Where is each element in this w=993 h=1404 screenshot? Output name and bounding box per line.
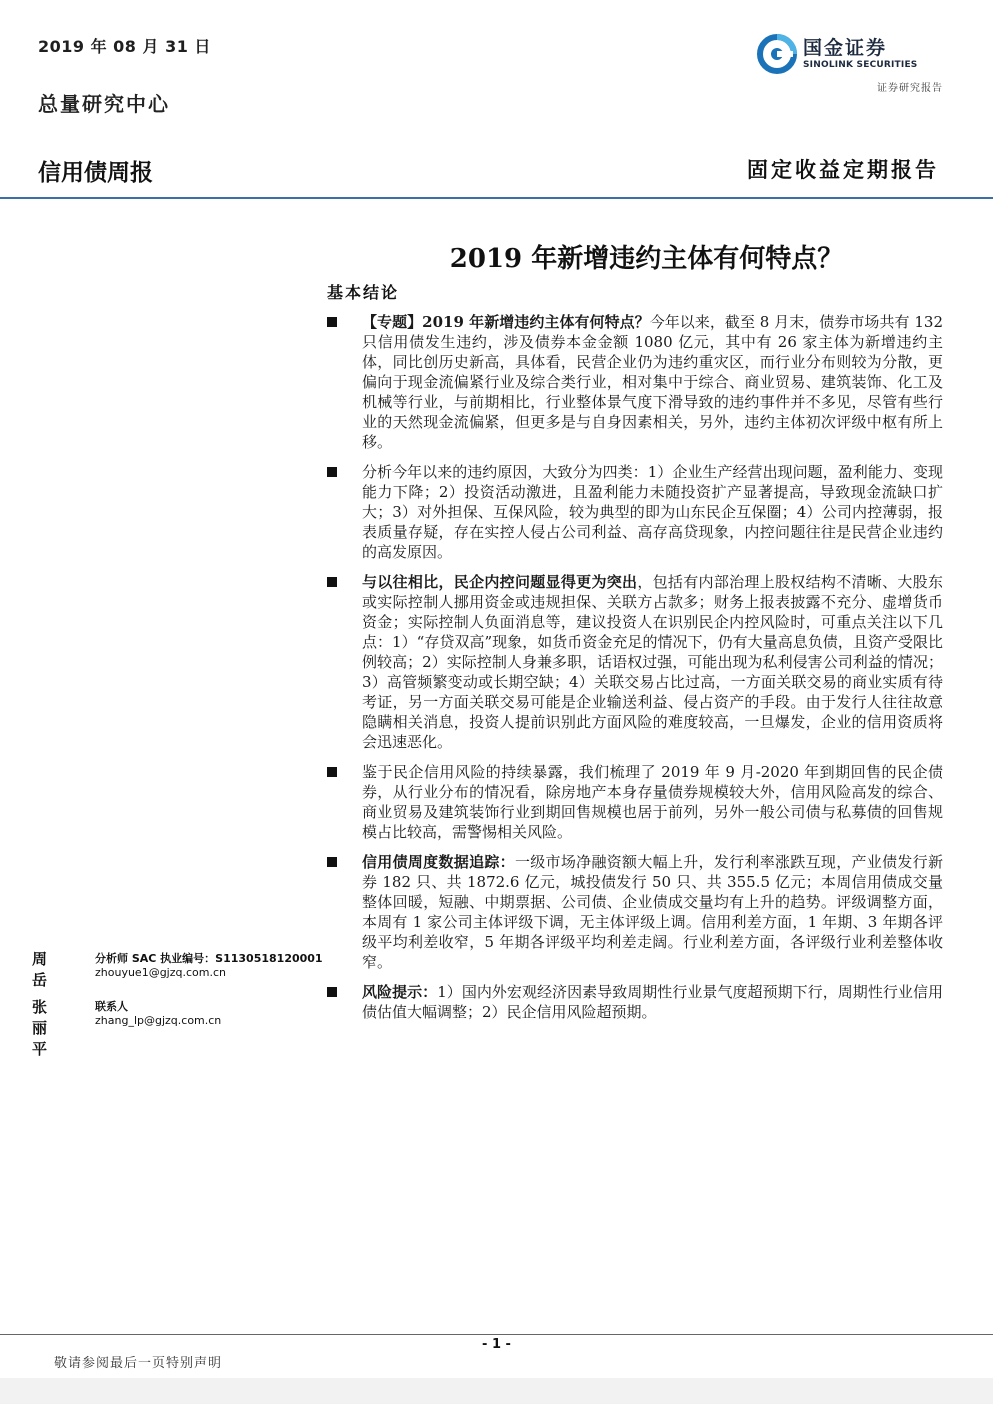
bullet-square-icon xyxy=(327,987,337,997)
list-item xyxy=(327,312,943,452)
research-center: 总量研究中心 xyxy=(38,92,170,116)
list-item xyxy=(327,982,943,1022)
conclusion-list xyxy=(327,312,943,1032)
bullet-square-icon xyxy=(327,467,337,477)
report-type: 信用债周报 xyxy=(38,160,153,186)
list-item xyxy=(327,762,943,842)
company-logo xyxy=(757,32,943,76)
report-category: 固定收益定期报告 xyxy=(747,157,939,182)
bullet-square-icon xyxy=(327,317,337,327)
bullet-bold-lead: 风险提示： xyxy=(362,983,438,1001)
bullet-text: 分析今年以来的违约原因，大致分为四类：1）企业生产经营出现问题，盈利能力、变现能力下降；2）投资活动激进，且盈利能力未随投资扩产显著提高，导致现金流缺口扩大；3）对外担保、互保风险，较为典型的即为山东民企互保圈；4）公司内控薄弱，报表质量存疑，存在实控人侵占公司利益、高存高贷现象，内控问题往往是民营企业违约的高发原因。 xyxy=(362,463,943,561)
list-item xyxy=(327,462,943,562)
analyst-name: 周岳 xyxy=(32,950,50,989)
analyst-email[interactable]: zhouyue1@gjzq.com.cn xyxy=(95,966,226,979)
bullet-text: 鉴于民企信用风险的持续暴露，我们梳理了 2019 年 9 月-2020 年到期回售的民企债券，从行业分布的情况看，除房地产本身存量债券规模较大外，信用风险高发的综合、商业贸易及建筑装饰行业到期回售规模也居于前列，另外一般公司债与私募债的回售规模占比较高，需警惕相关风险。 xyxy=(362,763,943,841)
footer-band xyxy=(0,1378,993,1404)
bullet-bold-lead: 与以往相比，民企内控问题显得更为突出 xyxy=(362,573,638,591)
disclaimer-note: 敬请参阅最后一页特别声明 xyxy=(54,1356,223,1371)
logo-subtitle: 证券研究报告 xyxy=(877,83,943,94)
bullet-text: 今年以来，截至 8 月末，债券市场共有 132 只信用债发生违约，涉及债券本金金额 1080 亿元，其中有 26 家主体为新增违约主体，同比创历史新高，具体看，民营企业仍为违约重灾区，而行业分布则较为分散，更偏向于现金流偏紧行业及综合类行业，相对集中于综合、商业贸易、建筑装饰、化工及机械等行业，与前期相比，行业整体景气度下滑导致的违约事件并不多见，尽管有些行业的天然现金流偏紧，但更多是与自身因素相关，另外，违约主体初次评级中枢有所上移。 xyxy=(362,313,943,451)
bullet-bold-lead: 信用债周度数据追踪： xyxy=(362,853,515,871)
list-item xyxy=(327,852,943,972)
report-date: 2019 年 08 月 31 日 xyxy=(38,37,211,56)
analyst-email[interactable]: zhang_lp@gjzq.com.cn xyxy=(95,1014,222,1027)
analyst-name: 张丽平 xyxy=(32,998,50,1058)
bullet-square-icon xyxy=(327,767,337,777)
bullet-square-icon xyxy=(327,857,337,867)
bullet-text: ，包括有内部治理上股权结构不清晰、大股东或实际控制人挪用资金或违规担保、关联方占款多；财务上报表披露不充分、虚增货币资金；实际控制人负面消息等，建议投资人在识别民企内控风险时，可重点关注以下几点：1）“存贷双高”现象，如货币资金充足的情况下，仍有大量高息负债，且资产受限比例较高；2）实际控制人身兼多职，话语权过强，可能出现为私利侵害公司利益的情况；3）高管频繁变动或长期空缺；4）关联交易占比过高，一方面关联交易的商业实质有待考证，另一方面关联交易可能是企业输送利益、侵占资产的手段。由于发行人往往故意隐瞒相关消息，投资人提前识别此方面风险的难度较高，一旦爆发，企业的信用资质将会迅速恶化。 xyxy=(362,573,943,751)
footer-divider xyxy=(0,1334,993,1335)
sinolink-logo-icon xyxy=(757,34,797,74)
list-item xyxy=(327,572,943,752)
analyst-role: 分析师 SAC 执业编号：S1130518120001 xyxy=(95,952,323,965)
logo-name-en: SINOLINK SECURITIES xyxy=(803,60,918,70)
header-divider xyxy=(0,197,993,199)
bullet-bold-lead: 【专题】2019 年新增违约主体有何特点？ xyxy=(362,313,650,331)
section-heading: 基本结论 xyxy=(327,283,400,302)
page-number: - 1 - xyxy=(482,1337,511,1352)
bullet-text: 一级市场净融资额大幅上升，发行利率涨跌互现，产业债发行新券 182 只、共 1872.6 亿元，城投债发行 50 只、共 355.5 亿元；本周信用债成交量整体回暖，短融、中期票据、公司债、企业债成交量均有上升的趋势。评级调整方面，本周有 1 家公司主体评级下调，无主体评级上调。信用利差方面，1 年期、3 年期各评级平均利差收窄，5 年期各评级平均利差走阔。行业利差方面，各评级行业利差整体收窄。 xyxy=(362,853,943,971)
bullet-text: 1）国内外宏观经济因素导致周期性行业景气度超预期下行，周期性行业信用债估值大幅调整；2）民企信用风险超预期。 xyxy=(362,983,943,1021)
report-title: 2019 年新增违约主体有何特点？ xyxy=(449,244,844,274)
bullet-square-icon xyxy=(327,577,337,587)
analyst-role: 联系人 xyxy=(95,1000,128,1013)
logo-name-cn: 国金证券 xyxy=(803,37,888,59)
